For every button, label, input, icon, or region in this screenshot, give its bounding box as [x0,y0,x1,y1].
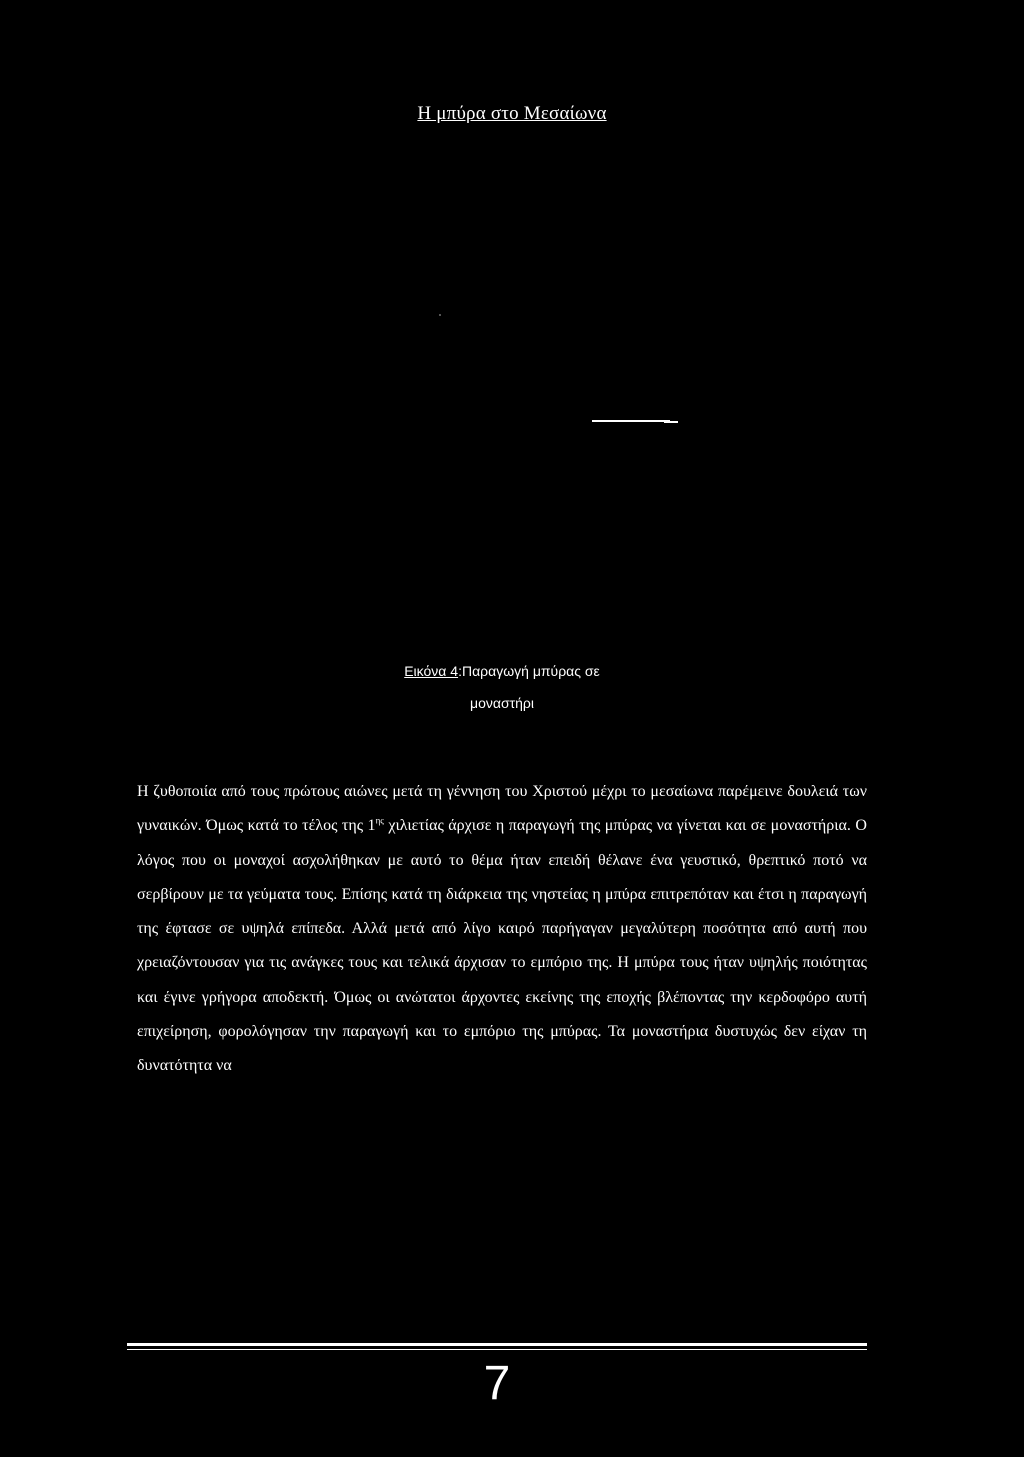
caption-text-1: :Παραγωγή μπύρας σε [458,663,600,679]
caption-text-2: μοναστήρι [470,695,534,711]
figure-image [130,150,890,640]
caption-label: Εικόνα 4 [404,663,459,679]
ordinal-suffix: ης [375,815,384,826]
page-number: 7 [483,1357,511,1410]
body-paragraph [137,775,867,1084]
caption-line-1 [0,655,1004,687]
page-title: Η μπύρα στο Μεσαίωνα [417,103,607,124]
footer-rule-thin [127,1349,867,1350]
figure-dot [439,314,441,316]
footer-rule-thick [127,1343,867,1346]
figure-caption [0,655,1004,719]
paragraph-part-1: Η ζυθοποιία από τους πρώτους αιώνες μετά τη γέννηση του Χριστού μέχρι το μεσαίωνα παρέμεινε δουλειά των γυναικών. Όμως κατά το τέλος της 1 [137,783,867,835]
figure-mark [592,420,670,422]
paragraph-part-2: χιλιετίας άρχισε η παραγωγή της μπύρας να γίνεται και σε μοναστήρια. Ο λόγος που οι μοναχοί ασχολήθηκαν με αυτό το θέμα ήταν επειδή θέλανε ένα γευστικό, θρεπτικό ποτό να σερβίρουν με τα γεύματα τους. Επίσης κατά τη διάρκεια της νηστείας η μπύρα επιτρεπόταν και έτσι η παραγωγή της έφτασε σε υψηλά επίπεδα. Αλλά μετά από λίγο καιρό παρήγαγαν μεγαλύτερη ποσότητα από αυτή που χρειαζόντουσαν για τις ανάγκες τους και τελικά άρχισαν το εμπόριο της. Η μπύρα τους ήταν υψηλής ποιότητας και έγινε γρήγορα αποδεκτή. Όμως οι ανώτατοι άρχοντες εκείνης της εποχής βλέποντας την κερδοφόρο αυτή επιχείρηση, φορολόγησαν την παραγωγή και το εμπόριο της μπύρας. Τα μοναστήρια δυστυχώς δεν είχαν τη δυνατότητα να [137,817,867,1075]
